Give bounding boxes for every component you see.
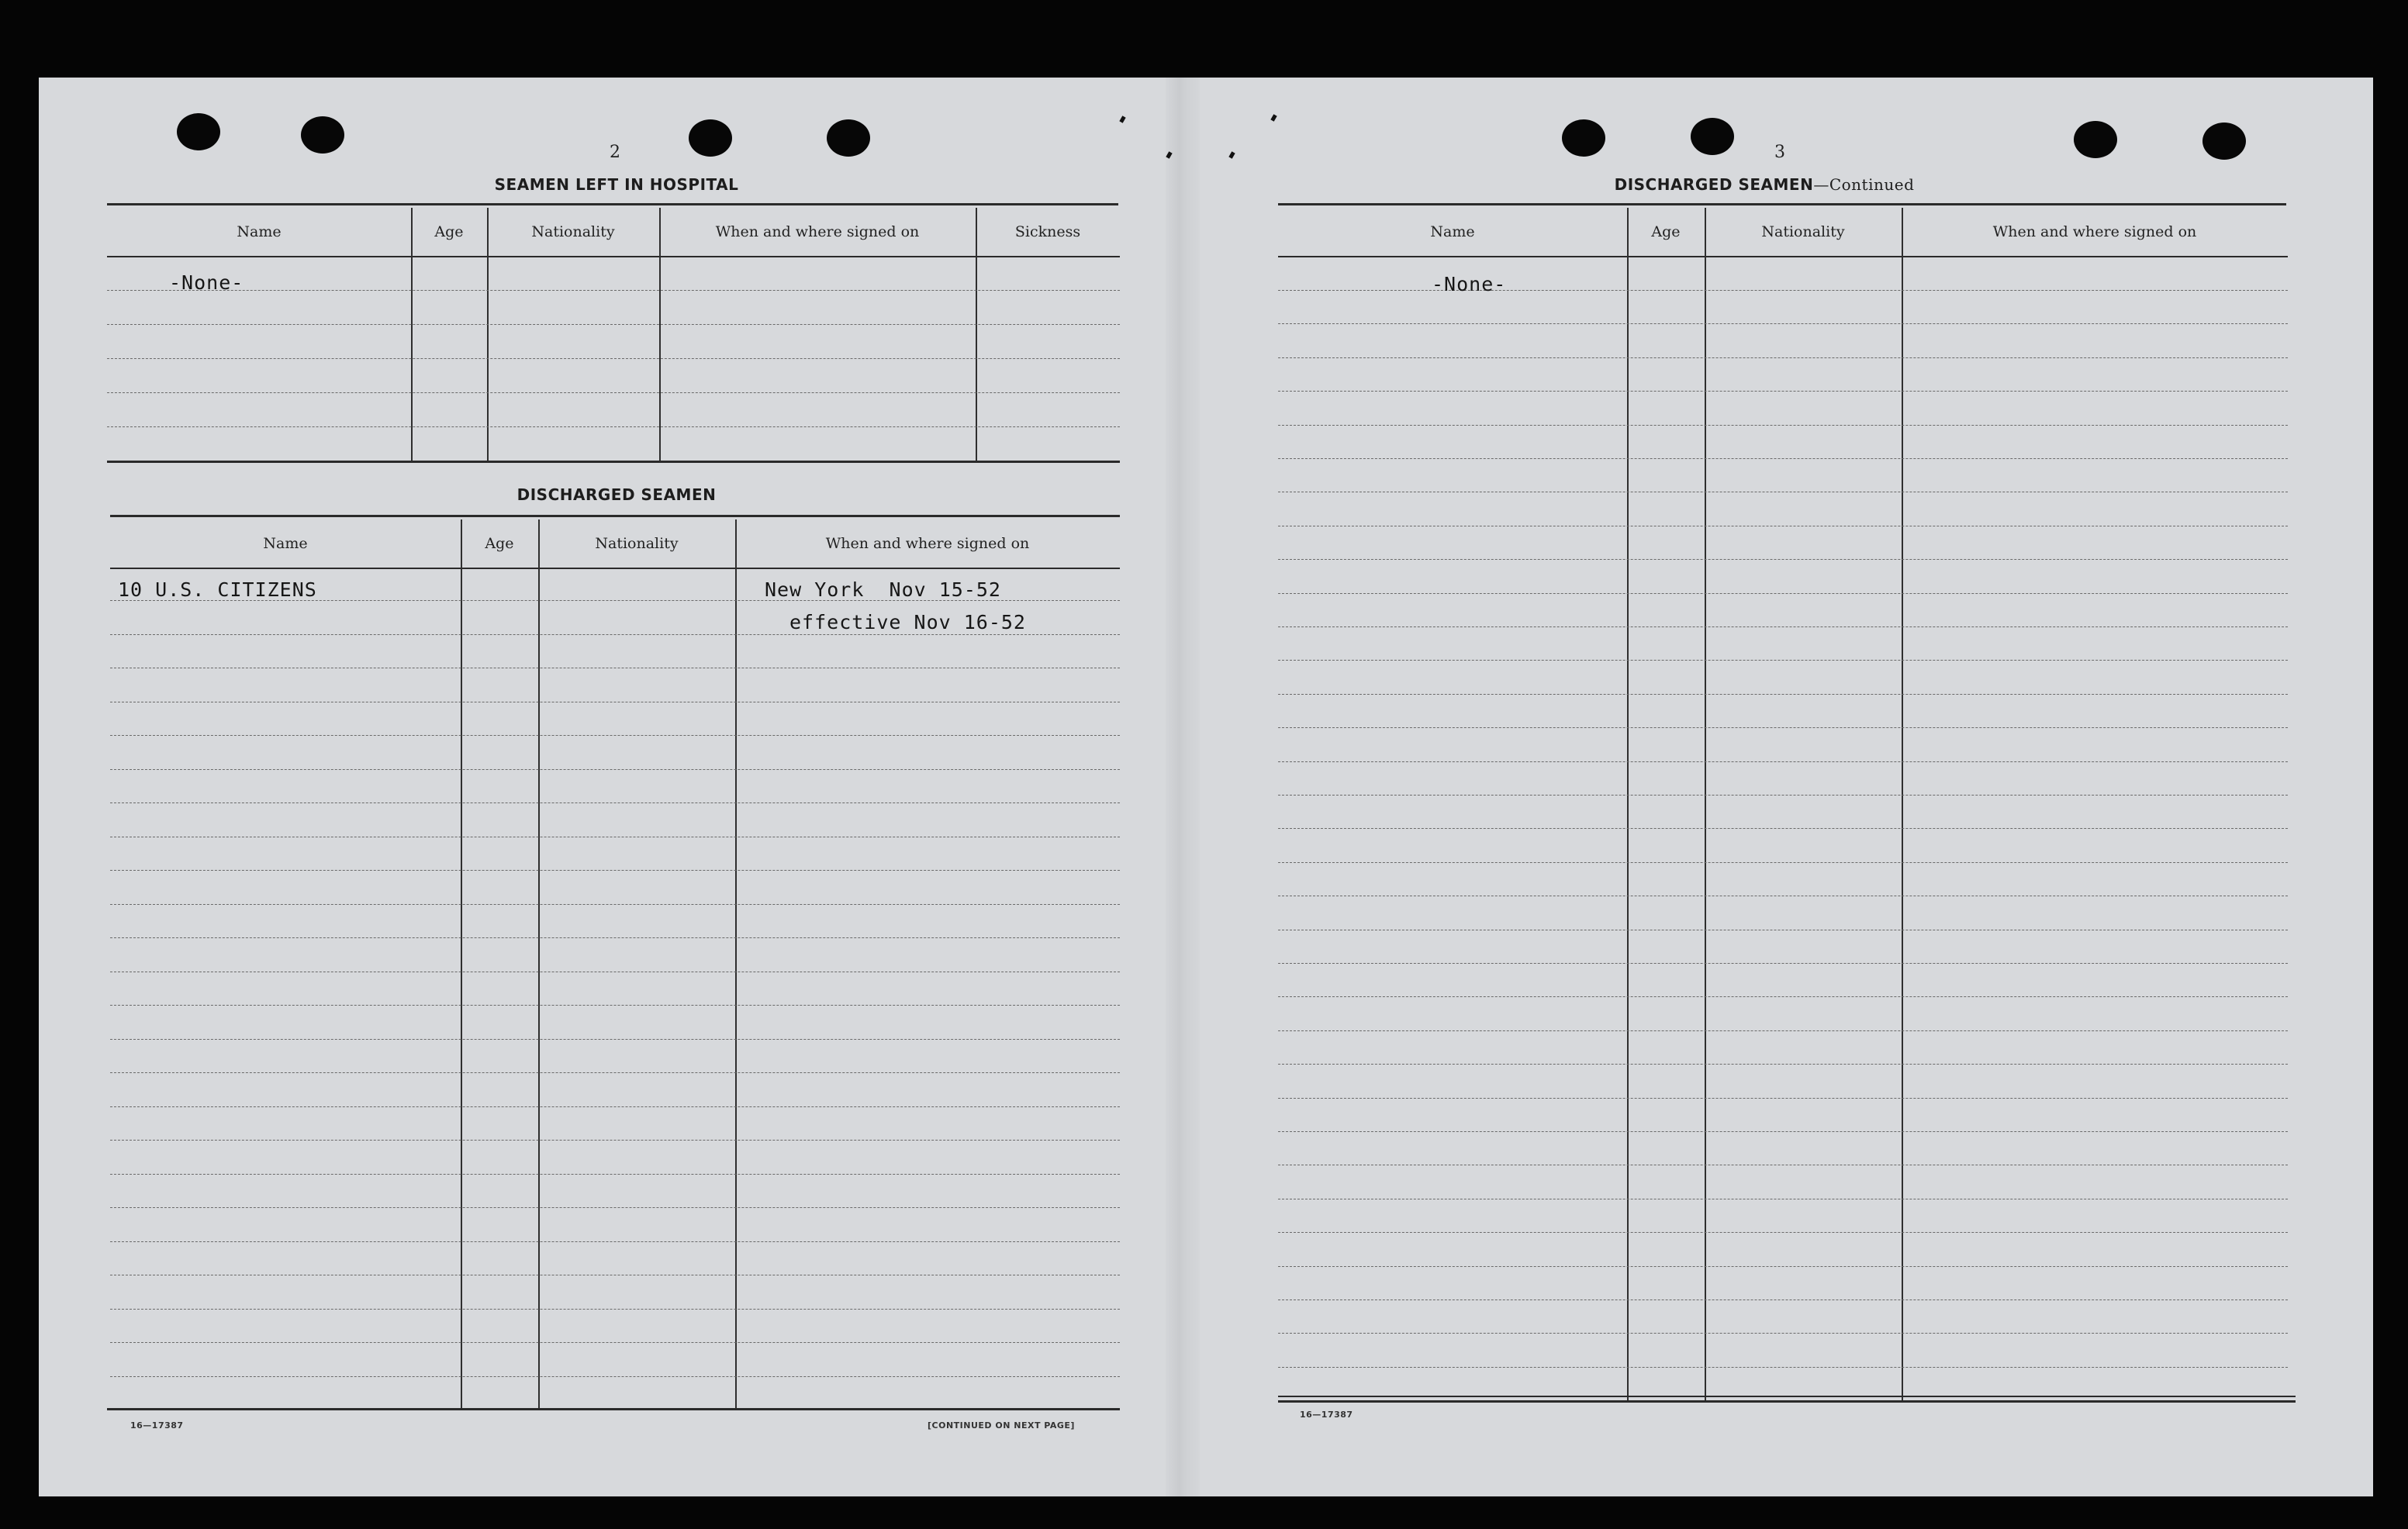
row-rule — [110, 1140, 1120, 1141]
discharged-entry-effective: effective Nov 16-52 — [789, 611, 1026, 633]
punch-hole — [2074, 121, 2117, 158]
row-rule — [1278, 593, 2288, 594]
row-rule — [1278, 694, 2288, 695]
row-rule — [110, 870, 1120, 871]
column-header: Age — [434, 223, 464, 240]
page-number: 3 — [1774, 143, 1785, 162]
section-title-discharged: DISCHARGED SEAMEN — [516, 485, 717, 504]
table-header — [1278, 208, 2288, 257]
section-title-text: DISCHARGED SEAMEN — [1614, 175, 1814, 194]
row-rule — [1278, 795, 2288, 796]
punch-hole — [301, 116, 344, 154]
column-header: When and where signed on — [825, 535, 1030, 552]
section-title-discharged-continued — [1512, 175, 2016, 194]
row-rule — [110, 1241, 1120, 1242]
column-header: Nationality — [531, 223, 615, 240]
rule-bottom-inner — [1278, 1396, 2296, 1397]
row-rule — [1278, 323, 2288, 324]
column-divider — [659, 208, 661, 461]
row-rule — [1278, 290, 2288, 291]
hospital-table — [107, 208, 1120, 461]
discharged-continued-entry-name: -None- — [1432, 273, 1507, 295]
row-rule — [107, 358, 1120, 359]
row-rule — [110, 1376, 1120, 1377]
discharged-continued-table — [1278, 208, 2288, 1400]
form-number: 16—17387 — [1300, 1410, 1353, 1420]
row-rule — [1278, 761, 2288, 762]
column-header: Age — [1651, 223, 1681, 240]
row-rule — [1278, 391, 2288, 392]
rule-bottom — [107, 1408, 1120, 1410]
row-rule — [1278, 1299, 2288, 1300]
column-divider — [976, 208, 977, 461]
row-rule — [110, 904, 1120, 905]
column-header: Sickness — [1014, 223, 1081, 240]
column-header: When and where signed on — [1992, 223, 2197, 240]
center-fold — [1166, 78, 1200, 1496]
rule-top — [1278, 203, 2286, 205]
row-rule — [1278, 1030, 2288, 1031]
continued-note: [CONTINUED ON NEXT PAGE] — [928, 1420, 1075, 1431]
column-header: Name — [1430, 223, 1475, 240]
row-rule — [107, 324, 1120, 325]
row-rule — [1278, 862, 2288, 863]
punch-hole — [2202, 123, 2246, 160]
row-rule — [1278, 660, 2288, 661]
column-header: When and where signed on — [715, 223, 920, 240]
column-divider — [1627, 208, 1629, 1400]
row-rule — [1278, 828, 2288, 829]
rule-top — [107, 203, 1118, 205]
row-rule — [1278, 1367, 2288, 1368]
row-rule — [1278, 357, 2288, 358]
punch-hole — [1691, 118, 1734, 155]
row-rule — [1278, 1064, 2288, 1065]
column-header: Age — [485, 535, 514, 552]
row-rule — [110, 1039, 1120, 1040]
punch-hole — [1562, 119, 1605, 157]
row-rule — [1278, 1098, 2288, 1099]
form-number: 16—17387 — [130, 1420, 184, 1431]
punch-hole — [827, 119, 870, 157]
column-divider — [487, 208, 489, 461]
row-rule — [110, 735, 1120, 736]
column-header: Name — [263, 535, 308, 552]
column-header: Nationality — [595, 535, 679, 552]
row-rule — [110, 1072, 1120, 1073]
table-header — [107, 208, 1120, 257]
row-rule — [110, 802, 1120, 803]
discharged-entry-name: 10 U.S. CITIZENS — [118, 578, 317, 601]
section-title-hospital: SEAMEN LEFT IN HOSPITAL — [494, 175, 739, 194]
table-header — [110, 519, 1120, 569]
row-rule — [110, 1207, 1120, 1208]
discharged-entry-signed-on: New York Nov 15-52 — [765, 578, 1001, 601]
row-rule — [1278, 1232, 2288, 1233]
row-rule — [110, 937, 1120, 938]
row-rule — [110, 1342, 1120, 1343]
row-rule — [107, 392, 1120, 393]
discharged-table — [110, 519, 1120, 1408]
section-title-continued: —Continued — [1813, 175, 1915, 194]
row-rule — [1278, 963, 2288, 964]
row-rule — [1278, 727, 2288, 728]
row-rule — [1278, 458, 2288, 459]
row-rule — [1278, 1333, 2288, 1334]
row-rule — [107, 290, 1120, 291]
row-rule — [110, 634, 1120, 635]
column-header: Name — [237, 223, 282, 240]
punch-hole — [177, 113, 220, 150]
punch-hole — [689, 119, 732, 157]
hospital-entry-name: -None- — [169, 271, 244, 294]
column-divider — [411, 208, 413, 461]
column-header: Nationality — [1761, 223, 1845, 240]
row-rule — [1278, 626, 2288, 627]
row-rule — [1278, 425, 2288, 426]
column-divider — [1705, 208, 1706, 1400]
row-rule — [110, 1309, 1120, 1310]
rule-bottom — [1278, 1400, 2296, 1403]
column-divider — [1902, 208, 1903, 1400]
rule-bottom — [107, 461, 1120, 463]
row-rule — [110, 1174, 1120, 1175]
row-rule — [107, 426, 1120, 427]
row-rule — [110, 1106, 1120, 1107]
rule-top — [110, 515, 1120, 517]
row-rule — [110, 1005, 1120, 1006]
row-rule — [1278, 1131, 2288, 1132]
row-rule — [110, 769, 1120, 770]
page-number: 2 — [610, 143, 620, 162]
row-rule — [1278, 996, 2288, 997]
row-rule — [1278, 559, 2288, 560]
row-rule — [1278, 1266, 2288, 1267]
